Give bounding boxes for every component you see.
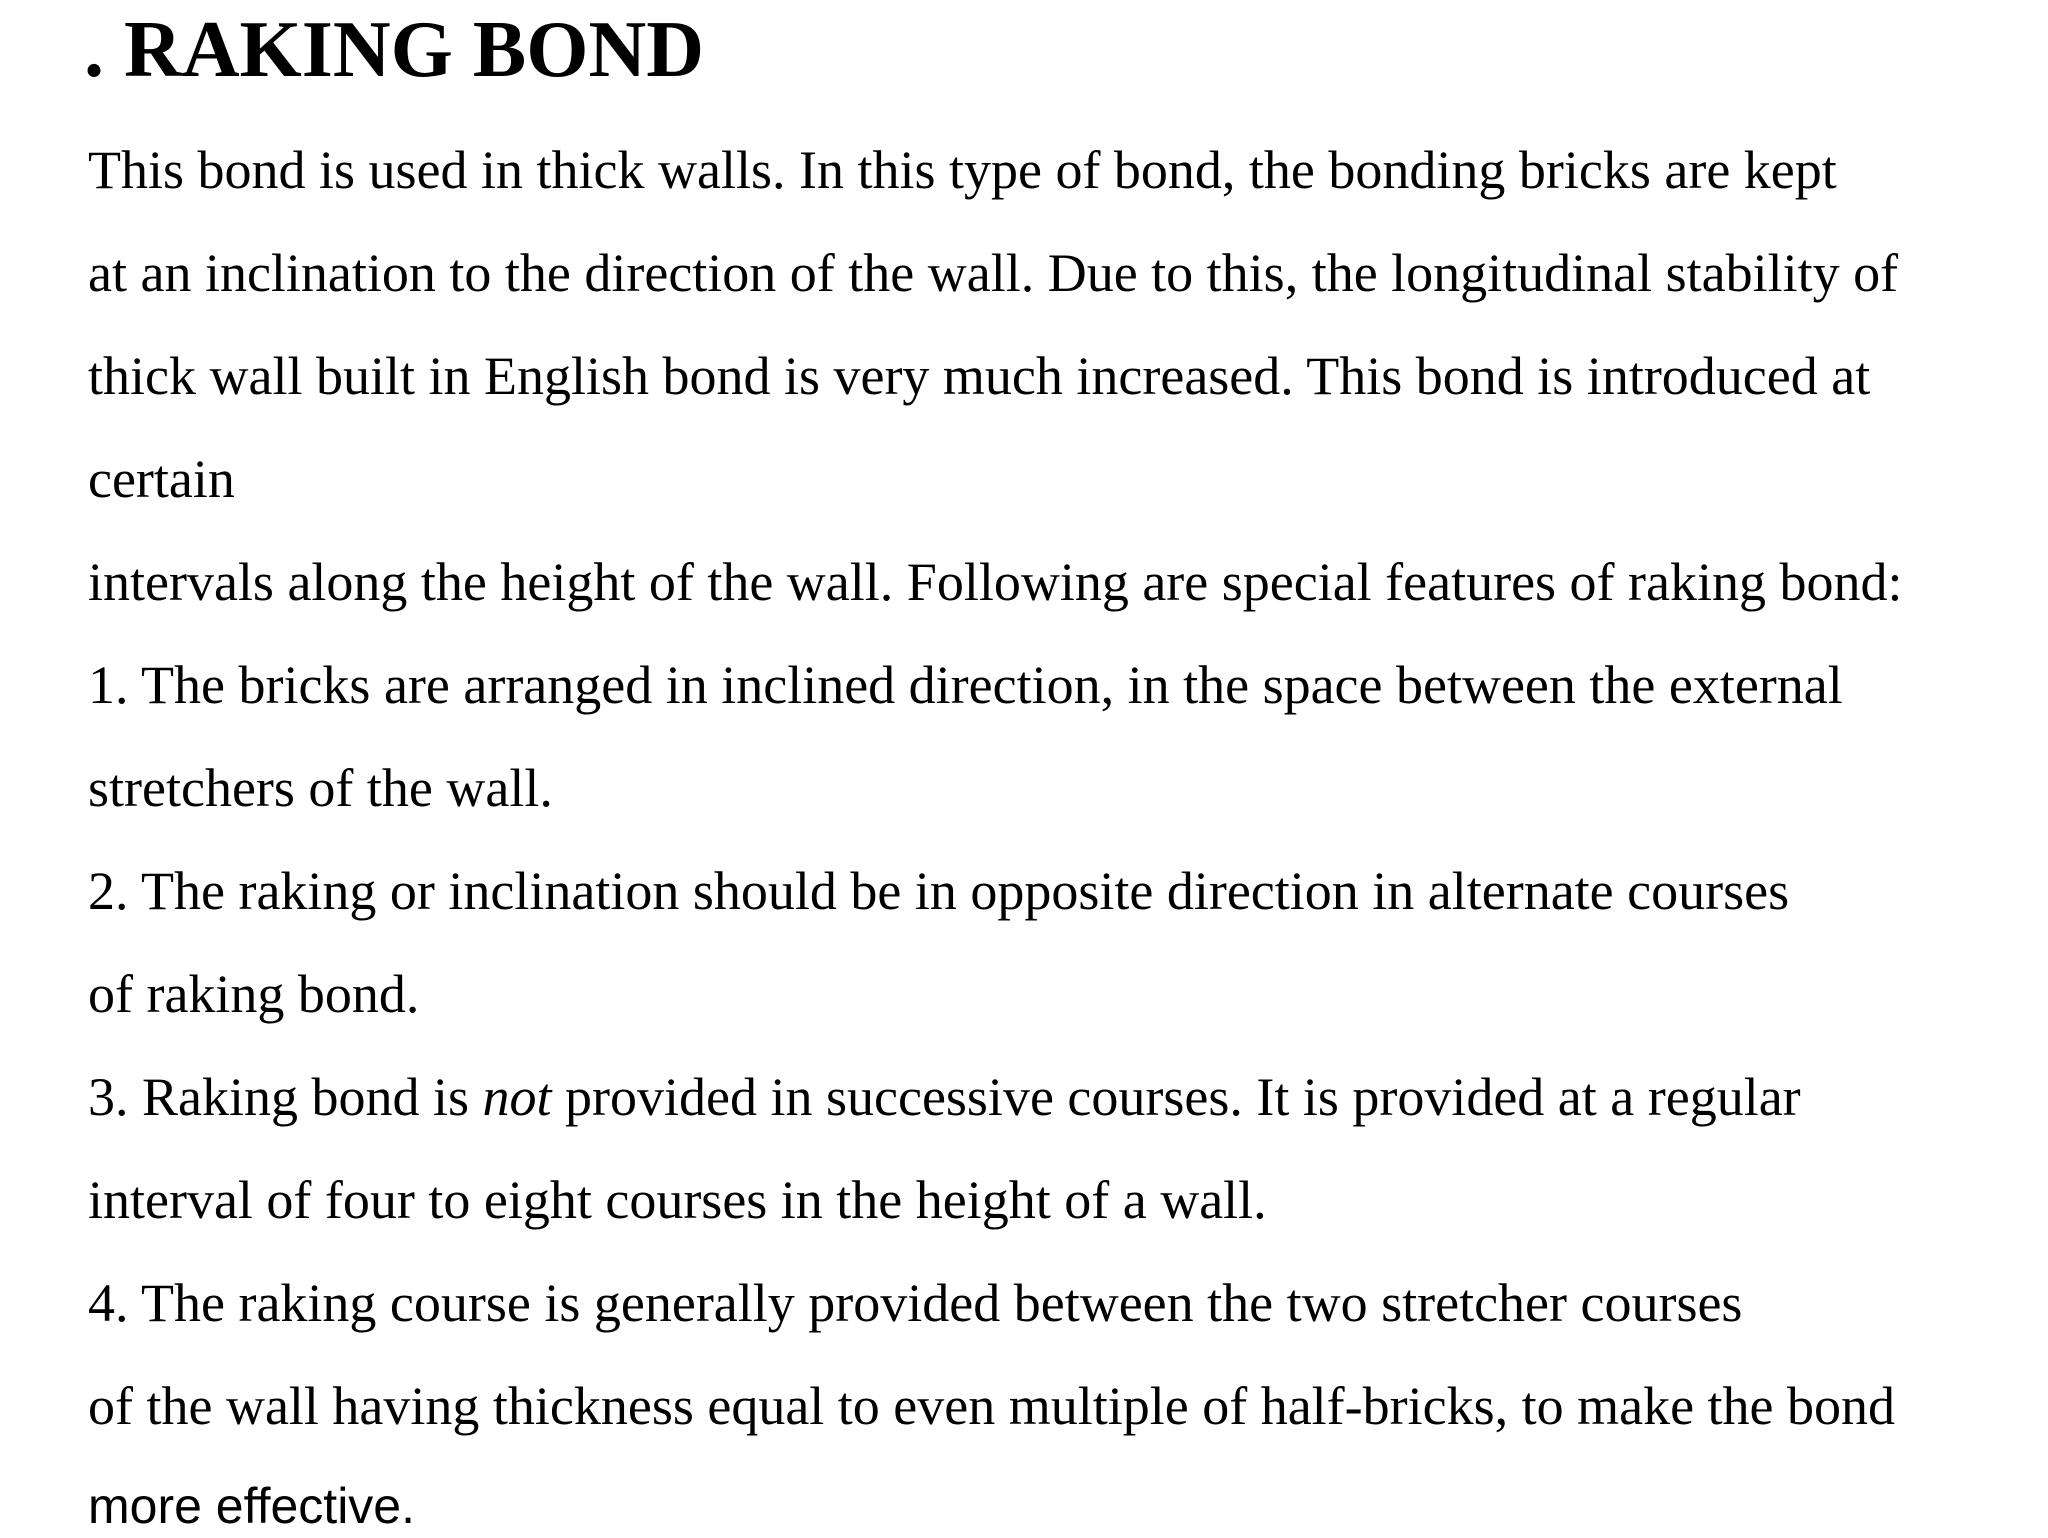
list-item-3-text-before: 3. Raking bond is xyxy=(88,1067,483,1127)
list-item-4-continued-end: more effective. xyxy=(88,1478,416,1534)
section-heading: . RAKING BOND xyxy=(84,6,705,94)
list-item-4-continued: of the wall having thickness equal to even multiple of half-bricks, to make the bond xyxy=(88,1376,1896,1436)
paragraph-line: thick wall built in English bond is very much increased. This bond is introduced at xyxy=(88,346,1871,406)
list-item-4: 4. The raking course is generally provided between the two stretcher courses xyxy=(88,1273,1743,1333)
list-item-3-emphasis: not xyxy=(482,1067,552,1127)
list-item-3 xyxy=(88,1065,1801,1129)
paragraph-line: intervals along the height of the wall. Following are special features of raking bond: xyxy=(88,552,1903,612)
list-item-1: 1. The bricks are arranged in inclined direction, in the space between the external xyxy=(88,655,1843,715)
list-item-3-continued: interval of four to eight courses in the height of a wall. xyxy=(88,1170,1267,1230)
paragraph-line: at an inclination to the direction of the wall. Due to this, the longitudinal stability of xyxy=(88,243,1899,303)
list-item-1-continued: stretchers of the wall. xyxy=(88,758,553,818)
paragraph-line: certain xyxy=(88,449,235,509)
paragraph-line: This bond is used in thick walls. In this type of bond, the bonding bricks are kept xyxy=(88,140,1837,200)
list-item-3-text-after: provided in successive courses. It is provided at a regular xyxy=(551,1067,1801,1127)
list-item-2-continued: of raking bond. xyxy=(88,964,420,1024)
list-item-2: 2. The raking or inclination should be in opposite direction in alternate courses xyxy=(88,861,1790,921)
